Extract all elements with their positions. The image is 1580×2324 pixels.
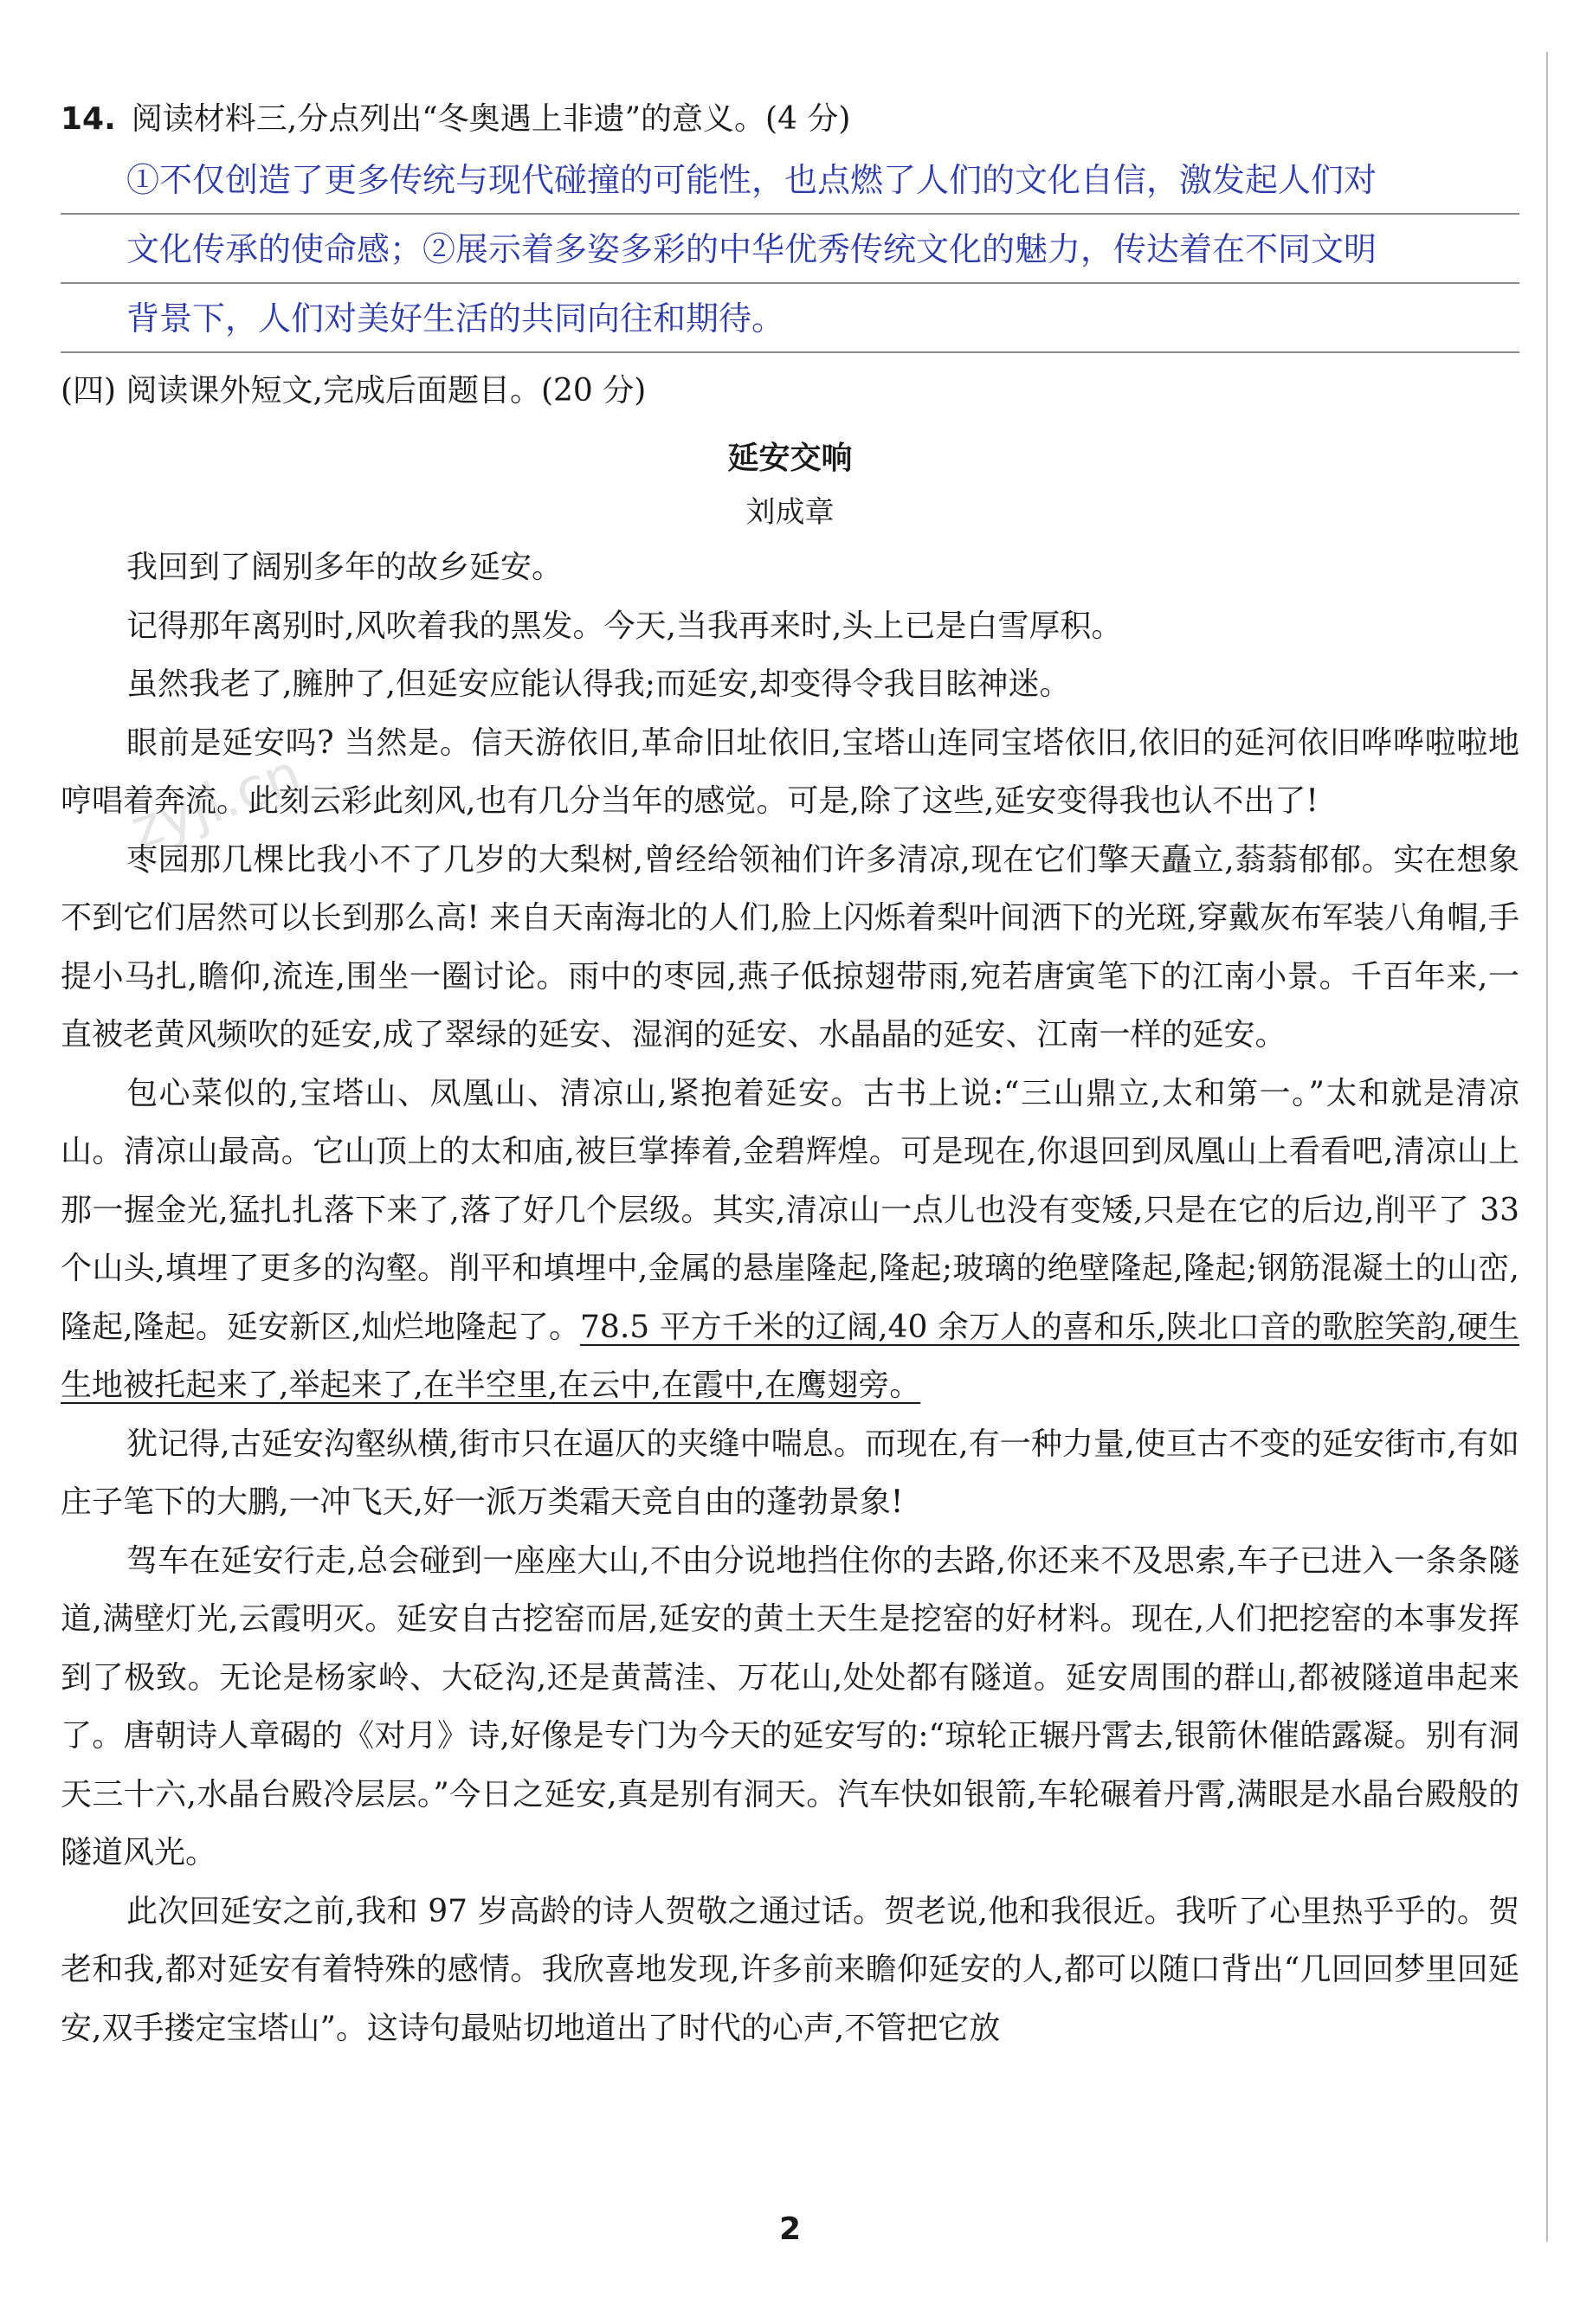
article-author: 刘成章: [745, 495, 835, 530]
paragraph-5: 枣园那几棵比我小不了几岁的大梨树,曾经给领袖们许多清凉,现在它们擎天矗立,蓊蓊郁郁。实在想象不到它们居然可以长到那么高! 来自天南海北的人们,脸上闪烁着梨叶间洒下的光斑,穿戴灰布军装八角帽,手提小马扎,瞻仰,流连,围坐一圈讨论。雨中的枣园,燕子低掠翅带雨,宛若唐寅笔下的江南小景。千百年来,一直被老黄风频吹的延安,成了翠绿的延安、湿润的延安、水晶晶的延安、江南一样的延安。: [61, 841, 1519, 1053]
underlined-sentence: 78.5 平方千米的辽阔,40 余万人的喜和乐,陕北口音的歌腔笑韵,硬生生地被托起来了,举起来了,在半空里,在云中,在霞中,在鹰翅旁。: [61, 1309, 1519, 1403]
paragraph-2: 记得那年离别时,风吹着我的黑发。今天,当我再来时,头上已是白雪厚积。: [126, 608, 1123, 644]
page-number: 2: [778, 2211, 802, 2247]
answer-line-1: ①不仅创造了更多传统与现代碰撞的可能性，也点燃了人们的文化自信，激发起人们对: [61, 145, 1519, 215]
paragraph-6-text: 包心菜似的,宝塔山、凤凰山、清凉山,紧抱着延安。古书上说:“三山鼎立,太和第一。”太和就是清凉山。清凉山最高。它山顶上的太和庙,被巨掌捧着,金碧辉煌。可是现在,你退回到凤凰山上看看吧,清凉山上那一握金光,猛扎扎落下来了,落了好几个层级。其实,清凉山一点儿也没有变矮,只是在它的后边,削平了 33 个山头,填埋了更多的沟壑。削平和填埋中,金属的悬崖隆起,隆起;玻璃的绝壁隆起,隆起;钢筋混凝土的山峦,隆起,隆起。延安新区,灿烂地隆起了。: [61, 1075, 1519, 1345]
section-heading: (四) 阅读课外短文,完成后面题目。(20 分): [61, 373, 647, 409]
question-14: [61, 93, 1519, 145]
page-content: [61, 93, 1519, 2057]
question-prompt: 阅读材料三,分点列出“冬奥遇上非遗”的意义。(4 分): [131, 101, 851, 137]
paragraph-9: 此次回延安之前,我和 97 岁高龄的诗人贺敬之通过话。贺老说,他和我很近。我听了心里热乎乎的。贺老和我,都对延安有着特殊的感情。我欣喜地发现,许多前来瞻仰延安的人,都可以随口背出“几回回梦里回延安,双手搂定宝塔山”。这诗句最贴切地道出了时代的心声,不管把它放: [61, 1893, 1519, 2046]
paragraph-4: 眼前是延安吗? 当然是。信天游依旧,革命旧址依旧,宝塔山连同宝塔依旧,依旧的延河依旧哗哗啦啦地哼唱着奔流。此刻云彩此刻风,也有几分当年的感觉。可是,除了这些,延安变得我也认不出了!: [61, 724, 1519, 819]
answer-line-2: 文化传承的使命感；②展示着多姿多彩的中华优秀传统文化的魅力，传达着在不同文明: [61, 215, 1519, 284]
watermark: zyjl.cn: [122, 742, 310, 863]
paragraph-3: 虽然我老了,臃肿了,但延安应能认得我;而延安,却变得令我目眩神迷。: [126, 666, 1071, 702]
article-title: 延安交响: [727, 441, 853, 476]
paragraph-1: 我回到了阔别多年的故乡延安。: [126, 550, 564, 585]
answer-line-3: 背景下，人们对美好生活的共同向往和期待。: [61, 284, 1519, 353]
question-number: 14.: [61, 101, 116, 137]
paragraph-8: 驾车在延安行走,总会碰到一座座大山,不由分说地挡住你的去路,你还来不及思索,车子已进入一条条隧道,满壁灯光,云霞明灭。延安自古挖窑而居,延安的黄土天生是挖窑的好材料。现在,人们把挖窑的本事发挥到了极致。无论是杨家岭、大砭沟,还是黄蒿洼、万花山,处处都有隧道。延安周围的群山,都被隧道串起来了。唐朝诗人章碣的《对月》诗,好像是专门为今天的延安写的:“琼轮正辗丹霄去,银箭休催皓露凝。别有洞天三十六,水晶台殿冷层层。”今日之延安,真是别有洞天。汽车快如银箭,车轮碾着丹霄,满眼是水晶台殿般的隧道风光。: [61, 1542, 1519, 1870]
paragraph-7: 犹记得,古延安沟壑纵横,街市只在逼仄的夹缝中喘息。而现在,有一种力量,使亘古不变的延安街市,有如庄子笔下的大鹏,一冲飞天,好一派万类霜天竞自由的蓬勃景象!: [61, 1426, 1519, 1520]
paragraph-6: [61, 1065, 1519, 1415]
